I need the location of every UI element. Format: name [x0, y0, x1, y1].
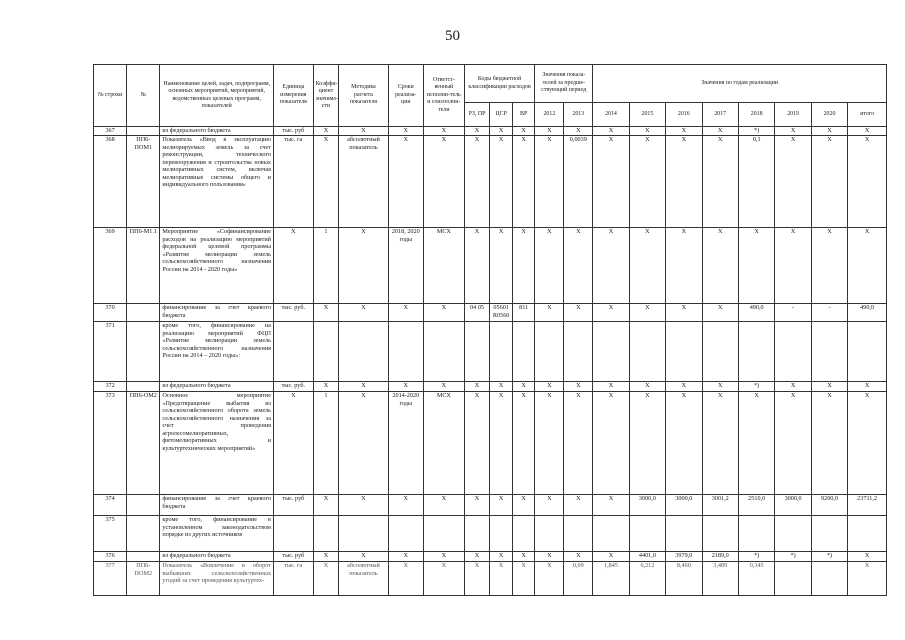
code-cell — [127, 495, 160, 516]
coefficient-cell: X — [313, 127, 339, 136]
name-cell: финансирование за счет краевого бюджета — [160, 495, 274, 516]
code-cell — [127, 304, 160, 322]
coefficient-cell: X — [313, 136, 339, 228]
value-cell-2019 — [775, 562, 811, 596]
value-cell-2019 — [775, 322, 811, 382]
value-cell-2017: 2189,0 — [702, 552, 738, 562]
table-row — [94, 392, 887, 495]
responsible-cell: МСХ — [423, 228, 464, 304]
unit-cell: тыс. га — [273, 562, 313, 596]
row-number-cell: 377 — [94, 562, 127, 596]
value-cell-2014: X — [593, 382, 629, 392]
value-cell-2012: X — [535, 382, 564, 392]
value-cell-2014 — [593, 322, 629, 382]
value-cell-2019: - — [775, 304, 811, 322]
value-cell-2012: X — [535, 392, 564, 495]
header-year: 2020 — [811, 103, 847, 127]
coefficient-cell: X — [313, 495, 339, 516]
value-cell-2019 — [775, 516, 811, 552]
header-year: 2013 — [564, 103, 593, 127]
table-row — [94, 562, 887, 596]
total-cell: X — [848, 382, 887, 392]
name-cell: из федерального бюджета — [160, 127, 274, 136]
csr-cell: X — [490, 382, 513, 392]
code-cell — [127, 552, 160, 562]
name-cell: Показатель «Ввод в эксплуатацию мелиорируемых земель за счет реконструкции, технического перевооружения и строительства новых мелиоративных систем, включая мелиоративные системы общего и индивидуального пользования» — [160, 136, 274, 228]
rz-cell: 04 05 — [464, 304, 490, 322]
row-number-cell: 373 — [94, 392, 127, 495]
period-cell — [388, 322, 423, 382]
rz-cell: X — [464, 552, 490, 562]
value-cell-2013 — [564, 516, 593, 552]
coefficient-cell — [313, 322, 339, 382]
value-cell-2018: 0,1 — [738, 136, 774, 228]
value-cell-2015: 4401,0 — [629, 552, 665, 562]
table-row — [94, 552, 887, 562]
period-cell: 2018, 2020 годы — [388, 228, 423, 304]
vr-cell — [512, 322, 535, 382]
name-cell: из федерального бюджета — [160, 552, 274, 562]
coefficient-cell: 1 — [313, 392, 339, 495]
value-cell-2015 — [629, 516, 665, 552]
total-cell — [848, 322, 887, 382]
header-year: 2012 — [535, 103, 564, 127]
total-cell: X — [848, 228, 887, 304]
csr-cell: X — [490, 127, 513, 136]
responsible-cell: X — [423, 136, 464, 228]
value-cell-2016: X — [666, 304, 702, 322]
unit-cell: тыс. руб — [273, 495, 313, 516]
value-cell-2016: 3979,0 — [666, 552, 702, 562]
row-number-cell: 369 — [94, 228, 127, 304]
value-cell-2018: X — [738, 228, 774, 304]
header-year: 2014 — [593, 103, 629, 127]
period-cell: X — [388, 127, 423, 136]
value-cell-2013: X — [564, 392, 593, 495]
table-row — [94, 516, 887, 552]
unit-cell: тыс. га — [273, 136, 313, 228]
name-cell: Мероприятие «Софинансирование расходов на реализацию мероприятий федеральной целевой программы «Развитие мелиорации земель сельскохозяйственного назначения России на 2014 - 2020 годы» — [160, 228, 274, 304]
vr-cell — [512, 516, 535, 552]
value-cell-2014 — [593, 516, 629, 552]
value-cell-2015: X — [629, 382, 665, 392]
value-cell-2020: X — [811, 136, 847, 228]
value-cell-2012: X — [535, 495, 564, 516]
unit-cell — [273, 516, 313, 552]
vr-cell: X — [512, 136, 535, 228]
value-cell-2013: 0,09 — [564, 562, 593, 596]
value-cell-2018: X — [738, 392, 774, 495]
value-cell-2018: 2510,0 — [738, 495, 774, 516]
rz-cell: X — [464, 495, 490, 516]
row-number-cell: 368 — [94, 136, 127, 228]
page-number: 50 — [445, 28, 460, 44]
method-cell: X — [339, 382, 388, 392]
vr-cell: 811 — [512, 304, 535, 322]
table-row — [94, 495, 887, 516]
rz-cell: X — [464, 382, 490, 392]
value-cell-2015: X — [629, 228, 665, 304]
coefficient-cell: X — [313, 562, 339, 596]
value-cell-2017: X — [702, 382, 738, 392]
period-cell: X — [388, 562, 423, 596]
value-cell-2018: *) — [738, 382, 774, 392]
value-cell-2019: X — [775, 136, 811, 228]
value-cell-2015: 3000,0 — [629, 495, 665, 516]
csr-cell: X — [490, 562, 513, 596]
value-cell-2020: *) — [811, 552, 847, 562]
header-period: Сроки реализа-ции — [388, 65, 423, 127]
vr-cell: X — [512, 228, 535, 304]
value-cell-2020 — [811, 516, 847, 552]
total-cell: X — [848, 552, 887, 562]
value-cell-2018: *) — [738, 127, 774, 136]
value-cell-2018 — [738, 516, 774, 552]
period-cell: X — [388, 304, 423, 322]
period-cell: X — [388, 136, 423, 228]
responsible-cell: X — [423, 562, 464, 596]
unit-cell: X — [273, 392, 313, 495]
method-cell: X — [339, 127, 388, 136]
method-cell: X — [339, 552, 388, 562]
total-cell — [848, 516, 887, 552]
value-cell-2017: X — [702, 304, 738, 322]
value-cell-2016: 3000,0 — [666, 495, 702, 516]
responsible-cell — [423, 516, 464, 552]
total-cell: X — [848, 392, 887, 495]
header-vr: ВР — [512, 103, 535, 127]
header-name: Наименование целей, задач, подпрограмм, основных мероприятий, мероприятий, ведомственных целевых программ, показателей — [160, 65, 274, 127]
csr-cell: X — [490, 495, 513, 516]
code-cell — [127, 516, 160, 552]
vr-cell: X — [512, 562, 535, 596]
value-cell-2012: X — [535, 127, 564, 136]
method-cell: X — [339, 304, 388, 322]
header-previous-period: Значения показа-телей за предше-ствующий период — [535, 65, 593, 103]
coefficient-cell: X — [313, 304, 339, 322]
value-cell-2014: X — [593, 136, 629, 228]
value-cell-2014: X — [593, 392, 629, 495]
rz-cell: X — [464, 562, 490, 596]
method-cell: X — [339, 495, 388, 516]
header-total: итого — [848, 103, 887, 127]
period-cell: X — [388, 495, 423, 516]
method-cell: X — [339, 392, 388, 495]
header-row-number: № строки — [94, 65, 127, 127]
header-year: 2016 — [666, 103, 702, 127]
coefficient-cell: X — [313, 382, 339, 392]
value-cell-2013: X — [564, 382, 593, 392]
row-number-cell: 371 — [94, 322, 127, 382]
value-cell-2012 — [535, 516, 564, 552]
value-cell-2020: - — [811, 304, 847, 322]
value-cell-2016: X — [666, 127, 702, 136]
total-cell: X — [848, 136, 887, 228]
value-cell-2016 — [666, 516, 702, 552]
name-cell: из федерального бюджета — [160, 382, 274, 392]
value-cell-2017 — [702, 516, 738, 552]
value-cell-2012: X — [535, 562, 564, 596]
row-number-cell: 374 — [94, 495, 127, 516]
value-cell-2014: X — [593, 228, 629, 304]
value-cell-2016: X — [666, 228, 702, 304]
table-row — [94, 304, 887, 322]
value-cell-2019: 3000,0 — [775, 495, 811, 516]
value-cell-2016: X — [666, 136, 702, 228]
value-cell-2017 — [702, 322, 738, 382]
header-year: 2018 — [738, 103, 774, 127]
code-cell: ПП6-ПОМ2 — [127, 562, 160, 596]
coefficient-cell: 1 — [313, 228, 339, 304]
value-cell-2018: *) — [738, 552, 774, 562]
value-cell-2018: 0,345 — [738, 562, 774, 596]
vr-cell: X — [512, 495, 535, 516]
name-cell: Основное мероприятие «Предотвращение выбытия из сельскохозяйственного оборота земель сельскохозяйственного назначения за счет проведения агролесомелиоративных, фитомелиоративных и культуртехнических мероприятий» — [160, 392, 274, 495]
rz-cell: X — [464, 127, 490, 136]
method-cell: X — [339, 228, 388, 304]
value-cell-2016: 8,460 — [666, 562, 702, 596]
period-cell: 2014-2020 годы — [388, 392, 423, 495]
total-cell: X — [848, 127, 887, 136]
value-cell-2015 — [629, 322, 665, 382]
name-cell: кроме того, финансирование в установленном законодательством порядке из других источников — [160, 516, 274, 552]
value-cell-2014: X — [593, 304, 629, 322]
value-cell-2020: X — [811, 228, 847, 304]
value-cell-2016: X — [666, 392, 702, 495]
csr-cell: 05601 R0560 — [490, 304, 513, 322]
value-cell-2013: X — [564, 127, 593, 136]
value-cell-2012: X — [535, 228, 564, 304]
value-cell-2020 — [811, 322, 847, 382]
rz-cell: X — [464, 136, 490, 228]
program-indicators-table — [93, 64, 887, 596]
value-cell-2019: X — [775, 382, 811, 392]
header-rz: РЗ, ПР — [464, 103, 490, 127]
name-cell: Показатель «Вовлечение в оборот выбывших сельскохозяйственных угодий за счет проведения культуртех- — [160, 562, 274, 596]
value-cell-2020: X — [811, 382, 847, 392]
period-cell: X — [388, 382, 423, 392]
vr-cell: X — [512, 392, 535, 495]
method-cell: абсолютный показатель — [339, 562, 388, 596]
responsible-cell — [423, 322, 464, 382]
header-coefficient: Коэффи-циент значимо-сти — [313, 65, 339, 127]
value-cell-2014: X — [593, 495, 629, 516]
header-budget-codes: Коды бюджетной классификации расходов — [464, 65, 535, 103]
row-number-cell: 370 — [94, 304, 127, 322]
method-cell: абсолютный показатель — [339, 136, 388, 228]
value-cell-2017: 3001,2 — [702, 495, 738, 516]
value-cell-2020 — [811, 562, 847, 596]
value-cell-2019: X — [775, 228, 811, 304]
header-method: Методика расчета показателя — [339, 65, 388, 127]
unit-cell — [273, 322, 313, 382]
code-cell: ПП6-ОМ2 — [127, 392, 160, 495]
vr-cell: X — [512, 382, 535, 392]
total-cell: 490,0 — [848, 304, 887, 322]
value-cell-2013 — [564, 322, 593, 382]
csr-cell: X — [490, 552, 513, 562]
responsible-cell: X — [423, 304, 464, 322]
csr-cell: X — [490, 392, 513, 495]
value-cell-2012: X — [535, 304, 564, 322]
responsible-cell: МСХ — [423, 392, 464, 495]
code-cell — [127, 322, 160, 382]
value-cell-2015: 6,212 — [629, 562, 665, 596]
method-cell — [339, 322, 388, 382]
value-cell-2016: X — [666, 382, 702, 392]
row-number-cell: 372 — [94, 382, 127, 392]
unit-cell: X — [273, 228, 313, 304]
table-row — [94, 127, 887, 136]
period-cell: X — [388, 552, 423, 562]
vr-cell: X — [512, 552, 535, 562]
table-row — [94, 382, 887, 392]
total-cell: X — [848, 562, 887, 596]
row-number-cell: 376 — [94, 552, 127, 562]
value-cell-2012: X — [535, 136, 564, 228]
unit-cell: тыс. руб — [273, 127, 313, 136]
rz-cell — [464, 516, 490, 552]
code-cell — [127, 382, 160, 392]
unit-cell: тыс. руб. — [273, 304, 313, 322]
value-cell-2019: X — [775, 392, 811, 495]
value-cell-2017: X — [702, 228, 738, 304]
row-number-cell: 367 — [94, 127, 127, 136]
value-cell-2013: X — [564, 228, 593, 304]
rz-cell: X — [464, 392, 490, 495]
value-cell-2017: X — [702, 136, 738, 228]
value-cell-2013: 0,0039 — [564, 136, 593, 228]
value-cell-2013: X — [564, 304, 593, 322]
coefficient-cell — [313, 516, 339, 552]
value-cell-2012 — [535, 322, 564, 382]
period-cell — [388, 516, 423, 552]
rz-cell — [464, 322, 490, 382]
unit-cell: тыс. руб — [273, 552, 313, 562]
value-cell-2013: X — [564, 552, 593, 562]
value-cell-2019: X — [775, 127, 811, 136]
total-cell: 23711,2 — [848, 495, 887, 516]
value-cell-2013: X — [564, 495, 593, 516]
table-row — [94, 228, 887, 304]
header-responsible: Ответст-венный исполни-тель и соисполни-тели — [423, 65, 464, 127]
value-cell-2017: X — [702, 392, 738, 495]
value-cell-2020: X — [811, 127, 847, 136]
code-cell: ПП6-ПОМ1 — [127, 136, 160, 228]
responsible-cell: X — [423, 127, 464, 136]
value-cell-2015: X — [629, 392, 665, 495]
value-cell-2020: X — [811, 392, 847, 495]
header-unit: Единица измерения показателя — [273, 65, 313, 127]
name-cell: кроме того, финансирование на реализацию мероприятий ФЦП «Развитие мелиорации земель сельскохозяйственного назначения России на 2014 – 2020 годы»: — [160, 322, 274, 382]
code-cell: ПП6-М1.1 — [127, 228, 160, 304]
header-code: № — [127, 65, 160, 127]
name-cell: финансирование за счет краевого бюджета — [160, 304, 274, 322]
header-year: 2019 — [775, 103, 811, 127]
vr-cell: X — [512, 127, 535, 136]
header-year: 2017 — [702, 103, 738, 127]
responsible-cell: X — [423, 495, 464, 516]
responsible-cell: X — [423, 382, 464, 392]
csr-cell — [490, 516, 513, 552]
header-years: Значения по годам реализации — [593, 65, 887, 103]
csr-cell: X — [490, 136, 513, 228]
value-cell-2020: 9200,0 — [811, 495, 847, 516]
value-cell-2017: X — [702, 127, 738, 136]
value-cell-2017: 3,489 — [702, 562, 738, 596]
value-cell-2015: X — [629, 127, 665, 136]
header-csr: ЦСР — [490, 103, 513, 127]
value-cell-2015: X — [629, 136, 665, 228]
value-cell-2014: X — [593, 127, 629, 136]
value-cell-2014: X — [593, 552, 629, 562]
csr-cell: X — [490, 228, 513, 304]
value-cell-2018 — [738, 322, 774, 382]
value-cell-2019: *) — [775, 552, 811, 562]
unit-cell: тыс. руб. — [273, 382, 313, 392]
code-cell — [127, 127, 160, 136]
table-row — [94, 322, 887, 382]
value-cell-2018: 490,0 — [738, 304, 774, 322]
method-cell — [339, 516, 388, 552]
value-cell-2016 — [666, 322, 702, 382]
row-number-cell: 375 — [94, 516, 127, 552]
rz-cell: X — [464, 228, 490, 304]
coefficient-cell: X — [313, 552, 339, 562]
header-year: 2015 — [629, 103, 665, 127]
responsible-cell: X — [423, 552, 464, 562]
csr-cell — [490, 322, 513, 382]
value-cell-2014: 1,845 — [593, 562, 629, 596]
value-cell-2012: X — [535, 552, 564, 562]
table-row — [94, 136, 887, 228]
value-cell-2015: X — [629, 304, 665, 322]
